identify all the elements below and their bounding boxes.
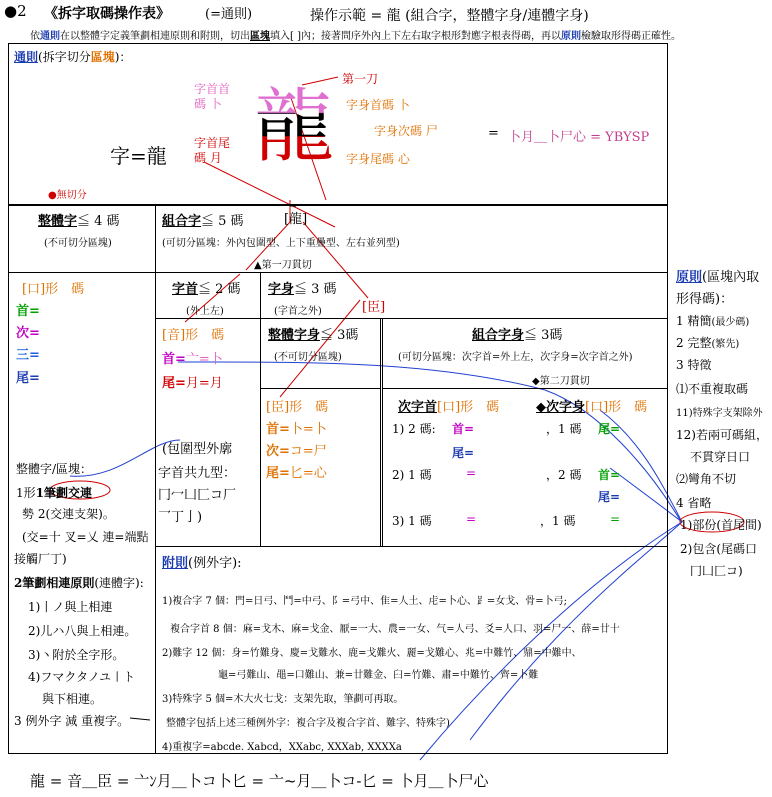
- no-cut-label: ●無切分: [48, 190, 87, 201]
- whole-body-note: (不可切分區塊): [274, 352, 342, 363]
- head-shape: [音]形 碼: [162, 328, 225, 343]
- sub-head: 次字首[口]形 碼: [398, 400, 500, 415]
- left-l3: 1)丨ノ與上相連: [28, 600, 113, 614]
- principle-p9: 1)部份(首尾間): [680, 518, 762, 532]
- row1-e: 尾=: [452, 446, 475, 460]
- head-last: 尾=月=月: [162, 376, 223, 391]
- whole-body-divider: [260, 388, 380, 389]
- appendix-l1: 1)複合字 7 個：門=日弓、鬥=中弓、阝=弓中、隹=人土、虍=卜心、⻊=女戈、⻣=卜弓;: [162, 596, 568, 607]
- principle-p5: 11)特殊字支架除外: [676, 408, 763, 419]
- row3-d: =: [610, 512, 621, 526]
- whole-title: 整體字≦ 4 碼: [38, 214, 120, 229]
- first-cut-label: ▲第一刀貫切: [254, 260, 312, 271]
- left-l6: 4)フマクタノユ〡ト: [28, 670, 136, 684]
- appendix-l2: 複合字首 8 個：麻=戈木、麻=戈金、厭=一大、農=一女、气=人弓、爻=人口、羽=尸一、薛=廿十: [170, 624, 620, 635]
- left-l4: 2)儿ハ八與上相連。: [28, 624, 137, 638]
- left-l1: 1形1筆劃交連: [16, 486, 92, 500]
- row2-b: =: [466, 466, 477, 480]
- head-shapes: 冂冖凵匚コ厂: [158, 488, 237, 503]
- principle-p8: 4 省略: [676, 496, 712, 510]
- sub-body: ◆次字身[口]形 碼: [536, 400, 648, 415]
- combo-body-title: 組合字身≦ 3碼: [472, 328, 563, 343]
- rule-box: [8, 43, 668, 205]
- left-last: 尾=: [16, 371, 40, 386]
- row2-e: 尾=: [598, 490, 621, 504]
- body-title: 字身≦ 3 碼: [268, 282, 337, 297]
- head-first-code: 碼 卜: [194, 97, 222, 111]
- body-bracket: [⾂]: [362, 300, 386, 315]
- body-note: (字首之外): [274, 306, 322, 317]
- left-shape: [口]形 碼: [22, 282, 85, 297]
- head-enclosure: (包圍型外廓: [162, 442, 233, 457]
- principle-title: 原則(區塊內取: [676, 270, 760, 285]
- row2-c: ，2 碼: [546, 468, 582, 482]
- head-divider: [155, 318, 261, 319]
- principle-title3: 形得碼)：: [676, 292, 734, 307]
- intro-text: 依通則在以整體字定義筆劃相連原則和附則，切出區塊填入[ ]內；接著問序外內上下左右取字根形對應字根表得碼，再以原則檢驗取形得碼正確性。: [30, 31, 681, 42]
- body-second-code: 字身次碼 尸: [374, 124, 438, 138]
- combo-body-note: (可切分區塊：次字首=外上左，次字身=次字首之外): [398, 352, 633, 363]
- body-last: 尾=匕=心: [266, 466, 327, 481]
- second-cut-label: ◆第二刀貫切: [532, 376, 590, 387]
- left-l2: 2筆劃相連原則(連體字):: [14, 576, 144, 590]
- whole-note: (不可切分區塊): [44, 238, 112, 249]
- body-split: [380, 318, 383, 547]
- principle-p3: 3 特徵: [676, 358, 712, 372]
- head-enclosure2: 字首共九型：: [158, 466, 237, 481]
- big-character: 龍: [254, 80, 334, 173]
- left-l1d: (交=十 叉=乂 連=端點: [22, 530, 149, 544]
- body-first: 首=卜=卜: [266, 422, 327, 437]
- appendix-l5: 3)特殊字 5 個=木大火七戈：支架先取，筆劃可再取。: [162, 694, 404, 705]
- bottom-formula: 龍 = 音＿⾂ = 亠ﾝ月＿卜コ卜匕 = 亠~月＿卜コ-匕 = 卜月＿卜尸心: [30, 772, 489, 790]
- left-first: 首=: [16, 304, 40, 319]
- row1-c: ，1 碼: [546, 422, 582, 436]
- row2-a: 2) 1 碼: [392, 468, 432, 482]
- head-first-label: 字首首: [194, 82, 231, 96]
- head-first: 首=亠=卜: [162, 352, 223, 367]
- combo-body-divider: [383, 388, 668, 389]
- left-third: 三=: [16, 348, 40, 363]
- head-note: (外上左): [186, 306, 224, 317]
- left-second: 次=: [16, 326, 40, 341]
- principle-p10: 2)包含(尾碼口: [680, 542, 757, 556]
- section-number: ●2: [4, 2, 27, 20]
- appendix-l3: 2)難字 12 個：身=竹難身、慶=戈難水、鹿=戈難火、麗=戈難心、兆=中難竹、鼎=中難中、: [162, 648, 582, 659]
- first-stroke-label: 第一刀: [342, 72, 379, 86]
- row3-a: 3) 1 碼: [392, 514, 432, 528]
- formula-eq: =: [488, 126, 499, 141]
- head-last-code: 碼 月: [194, 151, 222, 165]
- principle-p6b: 不貫穿日口: [690, 450, 751, 464]
- principle-p10b: 冂凵匚コ): [690, 564, 743, 578]
- page-title: 《拆字取碼操作表》: [44, 6, 170, 22]
- combo-note: (可切分區塊：外內包圍型、上下重疊型、左右並列型): [162, 238, 400, 249]
- principle-p6: 12)若兩可碼組，: [676, 428, 768, 442]
- row1-a: 1) 2 碼:: [392, 422, 436, 436]
- appendix-l7: 4)重複字=abcde. Xabcd，XXabc, XXXab, XXXXa: [162, 742, 402, 753]
- whole-body-title: 整體字身≦ 3碼: [268, 328, 359, 343]
- row3-b: =: [466, 512, 477, 526]
- combo-bracket: [龍]: [284, 212, 308, 227]
- head-shapes2: 乛丁亅): [158, 510, 203, 525]
- combo-title: 組合字≦ 5 碼: [162, 214, 244, 229]
- appendix-l6: 整體字包括上述三種例外字：複合字及複合字首、難字、特殊字): [166, 718, 450, 729]
- body-last-code: 字身尾碼 心: [346, 152, 410, 166]
- left-l7: 3 例外字 減 重複字。: [14, 714, 130, 728]
- char-label: 字=龍: [110, 144, 167, 168]
- left-l1e: 接觸厂丁): [14, 552, 67, 566]
- body-first-code: 字身首碼 卜: [346, 98, 410, 112]
- body-shape: [⾂]形 碼: [266, 400, 329, 415]
- rule-note: (=通則): [205, 7, 253, 22]
- appendix-title: 附則(例外字):: [162, 556, 242, 571]
- principle-p4: ⑴不重複取碼: [676, 382, 749, 396]
- example-title: 操作示範 = 龍 (組合字，整體字身/連體字身): [310, 8, 589, 24]
- rule-title: 通則(拆字切分區塊)：: [14, 50, 132, 64]
- left-l5: 3)丶附於全字形。: [28, 648, 125, 662]
- principle-p2: 2 完整(繁先): [676, 336, 740, 350]
- row3-c: ，1 碼: [540, 514, 576, 528]
- block-title: 整體字/區塊：: [16, 462, 93, 476]
- head-title: 字首≦ 2 碼: [172, 282, 241, 297]
- rule-formula: 卜月＿卜尸心 = YBYSP: [508, 130, 650, 145]
- principle-p1: 1 精簡(最少碼): [676, 314, 750, 328]
- principle-p7: ⑵彎角不切: [676, 472, 737, 486]
- head-last-label: 字首尾: [194, 136, 231, 150]
- body-divider: [260, 318, 668, 319]
- appendix-l4: 龜=弓難山、黽=口難山、兼=廿難金、臼=竹難、肅=中難竹、齊=卜難: [218, 670, 539, 681]
- left-l1c: 勢 2(交連支架)。: [22, 507, 115, 521]
- body-second: 次=コ=尸: [266, 444, 327, 459]
- row1-d: 尾=: [598, 422, 621, 436]
- row1-b: 首=: [452, 422, 475, 436]
- left-l6b: 與下相連。: [42, 692, 103, 706]
- row2-d: 首=: [598, 468, 621, 482]
